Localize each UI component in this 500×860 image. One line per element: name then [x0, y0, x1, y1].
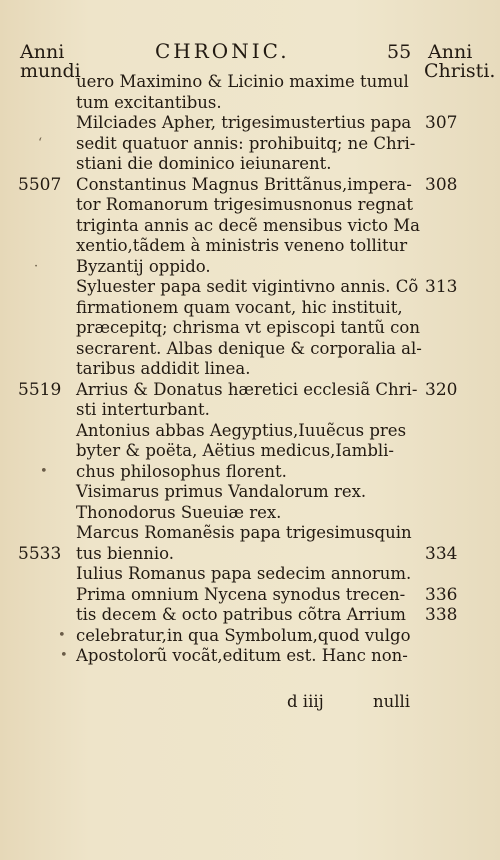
text-line: xentio,tãdem à ministris veneno tollitur: [76, 236, 408, 255]
text-line: sedit quatuor annis: prohibuitq; ne Chri-: [76, 133, 416, 153]
text-line: secrarent. Albas denique & corporalia al-: [76, 338, 422, 358]
margin-mark: •: [40, 463, 48, 479]
text-line: taribus addidit linea.: [76, 359, 251, 378]
margin-mark: ‘: [38, 135, 43, 151]
text-line: sti interturbant.: [76, 400, 210, 419]
year-mundi: 5519: [18, 379, 62, 400]
text-line: triginta annis ac decẽ mensibus victo Ma: [76, 215, 421, 235]
text-line: tus biennio.: [76, 543, 174, 563]
body-text: [76, 72, 422, 667]
year-christi: 308: [425, 174, 458, 195]
running-title: CHRONIC.: [155, 39, 290, 63]
text-line: Iulius Romanus papa sedecim annorum.: [76, 564, 412, 583]
text-line: byter & poëta, Aëtius medicus,Iambli-: [76, 441, 395, 460]
catchword: nulli: [373, 692, 411, 711]
text-line: tis decem & octo patribus cõtra Arrium: [76, 605, 406, 624]
text-line: Visimarus primus Vandalorum rex.: [76, 482, 367, 501]
margin-mark: ·: [34, 258, 39, 274]
text-line: uero Maximino & Licinio maxime tumul: [76, 72, 409, 91]
header-mundi: mundi: [20, 60, 81, 82]
margin-mark: •: [58, 627, 66, 643]
text-line: Constantinus Magnus Brittãnus,impera-: [76, 174, 412, 194]
text-line: stiani die dominico ieiunarent.: [76, 154, 332, 173]
text-line: Arrius & Donatus hæretici ecclesiã Chri-: [76, 379, 418, 399]
text-line: Thonodorus Sueuiæ rex.: [76, 502, 282, 522]
header-anni-left: Anni: [20, 41, 65, 63]
text-line: Prima omnium Nycena synodus trecen-: [76, 584, 406, 604]
header-christi: Christi.: [424, 60, 496, 82]
year-christi: 336: [425, 584, 458, 605]
year-christi: 320: [425, 379, 458, 400]
margin-mark: •: [60, 648, 68, 663]
text-line: Byzantij oppido.: [76, 256, 211, 276]
text-line: chus philosophus florent.: [76, 461, 287, 481]
year-christi: 334: [425, 543, 458, 564]
text-line: Marcus Romanẽsis papa trigesimusquin: [76, 523, 412, 542]
text-line: tor Romanorum trigesimusnonus regnat: [76, 195, 413, 214]
year-mundi: 5507: [18, 174, 62, 195]
year-christi: 307: [425, 113, 458, 133]
text-line: Syluester papa sedit vigintivno annis. Cõ: [76, 277, 419, 296]
text-line: Antonius abbas Aegyptius,Iuuẽcus pres: [76, 420, 407, 440]
text-line: Apostolorũ vocãt,editum est. Hanc non-: [76, 646, 408, 665]
text-line: præcepitq; chrisma vt episcopi tantũ con: [76, 318, 420, 337]
text-line: Milciades Apher, trigesimustertius papa: [76, 113, 412, 132]
signature-mark: d iiij: [287, 692, 324, 711]
page-number: 55: [387, 41, 412, 63]
text-line: firmationem quam vocant, hic instituit,: [76, 297, 403, 317]
header-anni-right: Anni: [428, 41, 473, 63]
year-mundi: 5533: [18, 543, 62, 564]
text-line: tum excitantibus.: [76, 92, 222, 112]
text-line: celebratur,in qua Symbolum,quod vulgo: [76, 625, 411, 645]
year-christi: 338: [425, 605, 458, 625]
year-christi: 313: [425, 277, 458, 297]
